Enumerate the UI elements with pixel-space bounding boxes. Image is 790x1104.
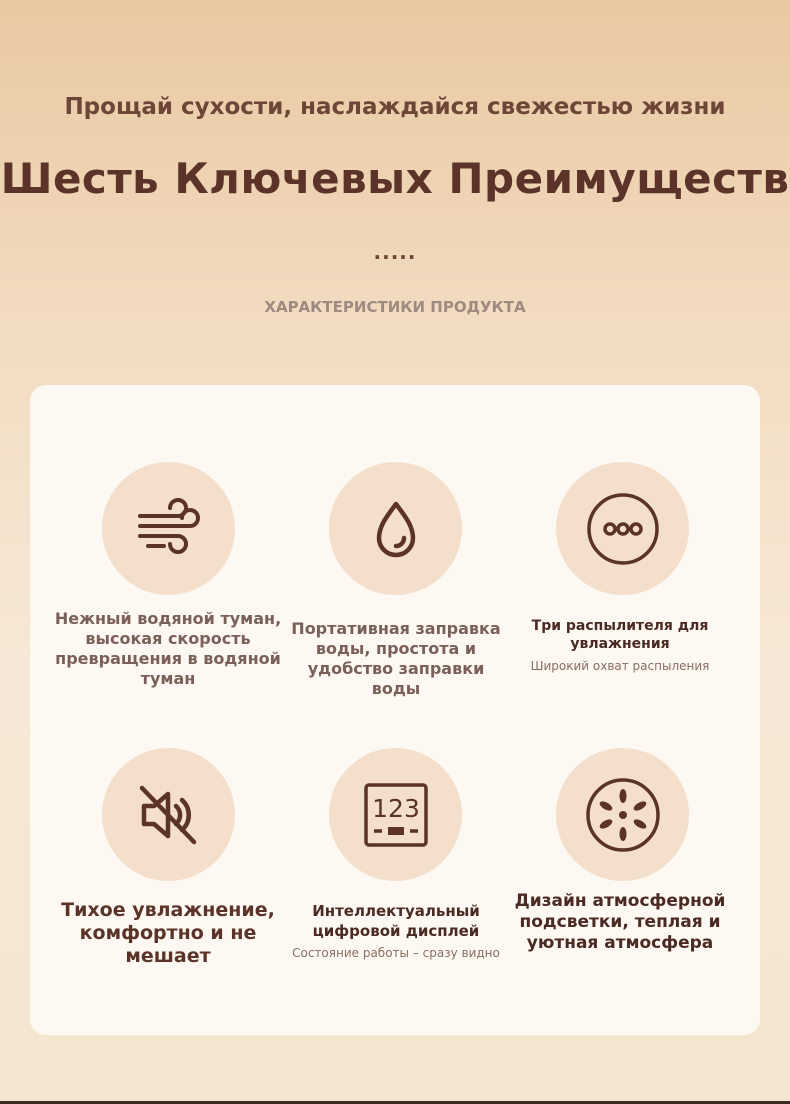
subtitle: Прощай сухости, наслаждайся свежестью жизни [64, 94, 726, 120]
section-caption: ХАРАКТЕРИСТИКИ ПРОДУКТА [264, 298, 526, 316]
three-nozzles-icon [556, 462, 689, 595]
feature-3-title: Три распылителя для увлажнения [531, 618, 709, 652]
feature-2-title: Портативная заправка воды, простота и удобство заправки воды [291, 619, 501, 698]
ambient-light-icon [556, 748, 689, 881]
feature-1-title: Нежный водяной туман, высокая скорость превращения в водяной туман [54, 609, 282, 688]
water-drop-icon [329, 462, 462, 595]
feature-6-title: Дизайн атмосферной подсветки, теплая и уютная атмосфера [514, 891, 726, 953]
dots-divider: ..... [373, 240, 417, 264]
mute-icon [102, 748, 235, 881]
feature-1-text [53, 609, 283, 689]
feature-2-text [281, 619, 511, 699]
features-card [30, 385, 760, 1035]
feature-5-text [281, 901, 511, 960]
digital-display-icon [329, 748, 462, 881]
page-title: Шесть Ключевых Преимуществ [0, 154, 790, 203]
wind-icon [102, 462, 235, 595]
feature-5-subtitle: Состояние работы – сразу видно [292, 946, 500, 960]
display-digits: 123 [371, 793, 420, 823]
feature-6-text [505, 891, 735, 954]
feature-4-text [53, 899, 283, 968]
feature-3-text [505, 617, 735, 673]
feature-5-title: Интеллектуальный цифровой дисплей [312, 902, 480, 940]
feature-3-subtitle: Широкий охват распыления [530, 659, 710, 673]
feature-4-title: Тихое увлажнение, комфортно и не мешает [61, 899, 275, 967]
